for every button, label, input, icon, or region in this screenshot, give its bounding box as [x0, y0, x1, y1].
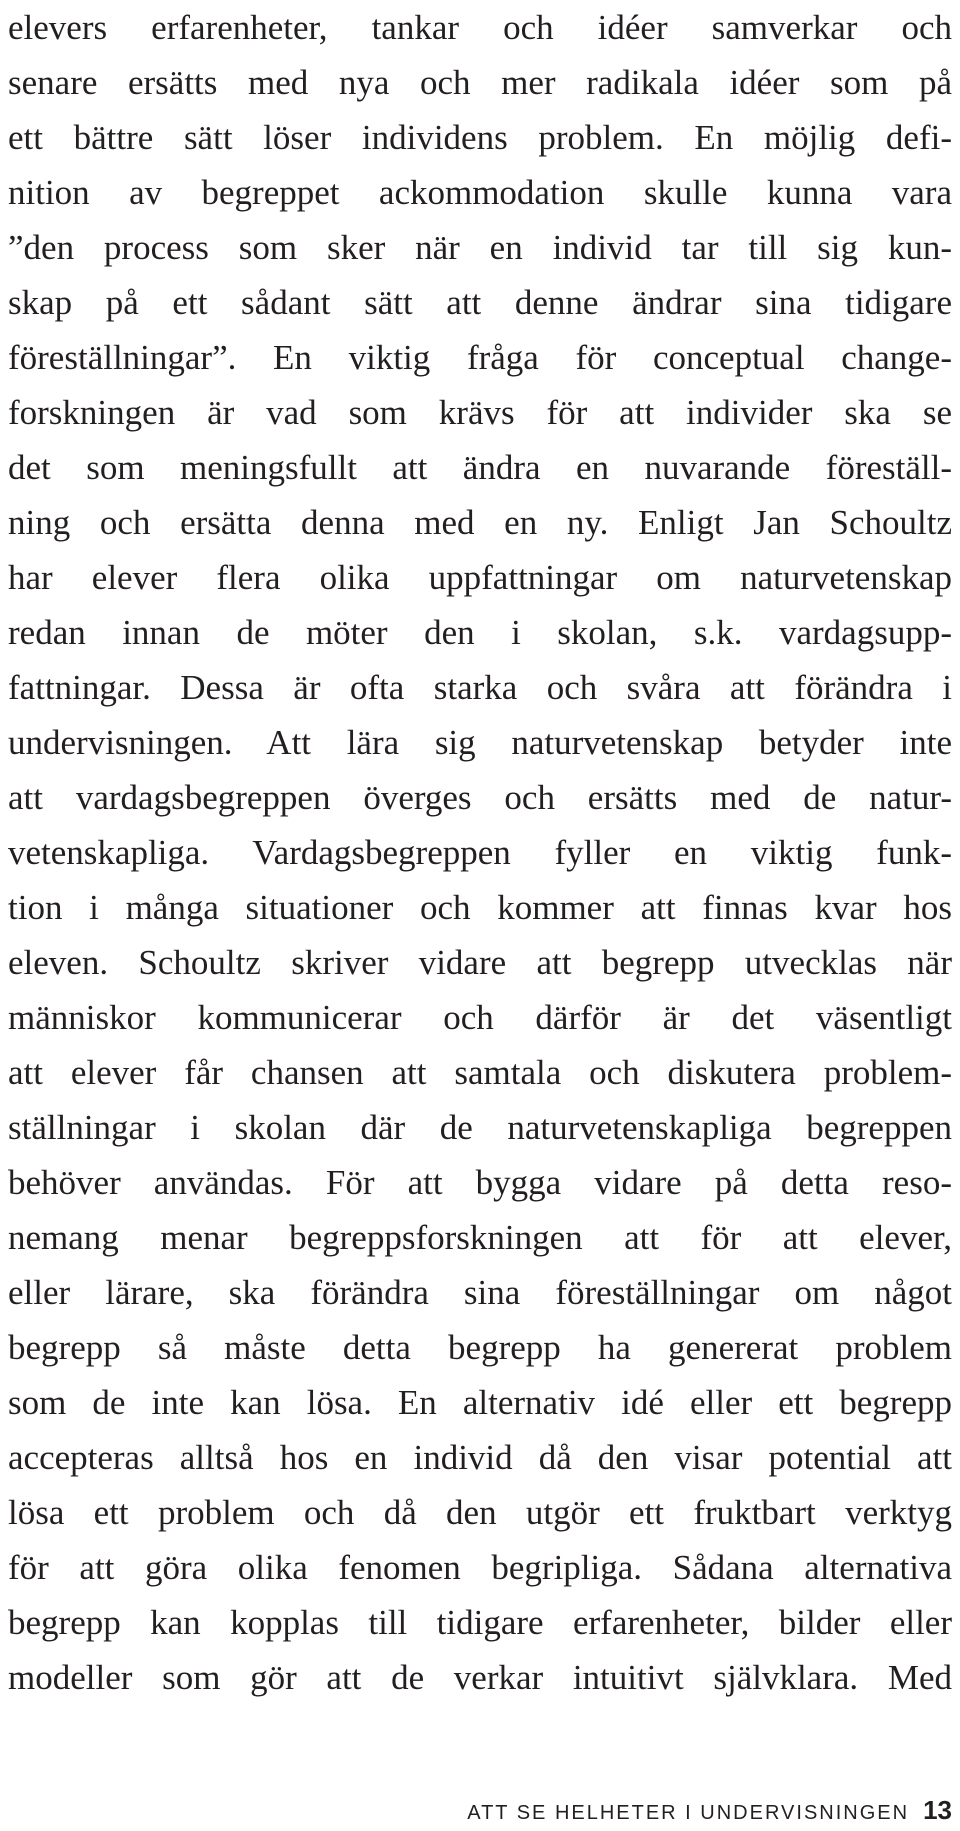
body-text-line-7: föreställningar”. En viktig fråga för conceptual change- — [8, 338, 952, 377]
body-text-line-6: skap på ett sådant sätt att denne ändrar sina tidigare — [8, 283, 952, 322]
body-text-line-14: undervisningen. Att lära sig naturvetenskap betyder inte — [8, 723, 952, 762]
body-text-line-30: begrepp kan kopplas till tidigare erfarenheter, bilder eller — [8, 1603, 952, 1642]
body-text-line-13: fattningar. Dessa är ofta starka och svåra att förändra i — [8, 668, 952, 707]
body-text-line-5: ”den process som sker när en individ tar till sig kun- — [8, 228, 952, 267]
body-text-line-12: redan innan de möter den i skolan, s.k. vardagsupp- — [8, 613, 952, 652]
body-text-line-9: det som meningsfullt att ändra en nuvarande föreställ- — [8, 448, 952, 487]
running-head: ATT SE HELHETER I UNDERVISNINGEN — [467, 1802, 910, 1824]
body-text-line-25: begrepp så måste detta begrepp ha genererat problem — [8, 1328, 952, 1367]
body-text-line-4: nition av begreppet ackommodation skulle kunna vara — [8, 173, 952, 212]
body-text-line-31: modeller som gör att de verkar intuitivt självklara. Med — [8, 1658, 952, 1697]
body-text-line-15: att vardagsbegreppen överges och ersätts med de natur- — [8, 778, 952, 817]
body-text-line-21: ställningar i skolan där de naturvetenskapliga begreppen — [8, 1108, 952, 1147]
body-text-line-16: vetenskapliga. Vardagsbegreppen fyller en viktig funk- — [8, 833, 952, 872]
book-page — [8, 0, 952, 1831]
body-text-line-8: forskningen är vad som krävs för att individer ska se — [8, 393, 952, 432]
body-text-line-28: lösa ett problem och då den utgör ett fruktbart verktyg — [8, 1493, 952, 1532]
body-text-line-1: elevers erfarenheter, tankar och idéer samverkar och — [8, 8, 952, 47]
body-text-line-22: behöver användas. För att bygga vidare på detta reso- — [8, 1163, 952, 1202]
body-text-line-18: eleven. Schoultz skriver vidare att begrepp utvecklas när — [8, 943, 952, 982]
body-text-line-23: nemang menar begreppsforskningen att för att elever, — [8, 1218, 952, 1257]
body-text-line-3: ett bättre sätt löser individens problem. En möjlig defi- — [8, 118, 952, 157]
body-text-line-20: att elever får chansen att samtala och diskutera problem- — [8, 1053, 952, 1092]
body-text-line-17: tion i många situationer och kommer att finnas kvar hos — [8, 888, 952, 927]
body-text-line-10: ning och ersätta denna med en ny. Enligt Jan Schoultz — [8, 503, 952, 542]
body-text-line-27: accepteras alltså hos en individ då den visar potential att — [8, 1438, 952, 1477]
body-text-line-24: eller lärare, ska förändra sina föreställningar om något — [8, 1273, 952, 1312]
body-text-line-11: har elever flera olika uppfattningar om naturvetenskap — [8, 558, 952, 597]
body-text-line-19: människor kommunicerar och därför är det väsentligt — [8, 998, 952, 1037]
body-text-line-26: som de inte kan lösa. En alternativ idé eller ett begrepp — [8, 1383, 952, 1422]
body-text-line-2: senare ersätts med nya och mer radikala idéer som på — [8, 63, 952, 102]
page-footer — [467, 1796, 952, 1824]
page-number: 13 — [923, 1795, 952, 1825]
body-text-line-29: för att göra olika fenomen begripliga. Sådana alternativa — [8, 1548, 952, 1587]
